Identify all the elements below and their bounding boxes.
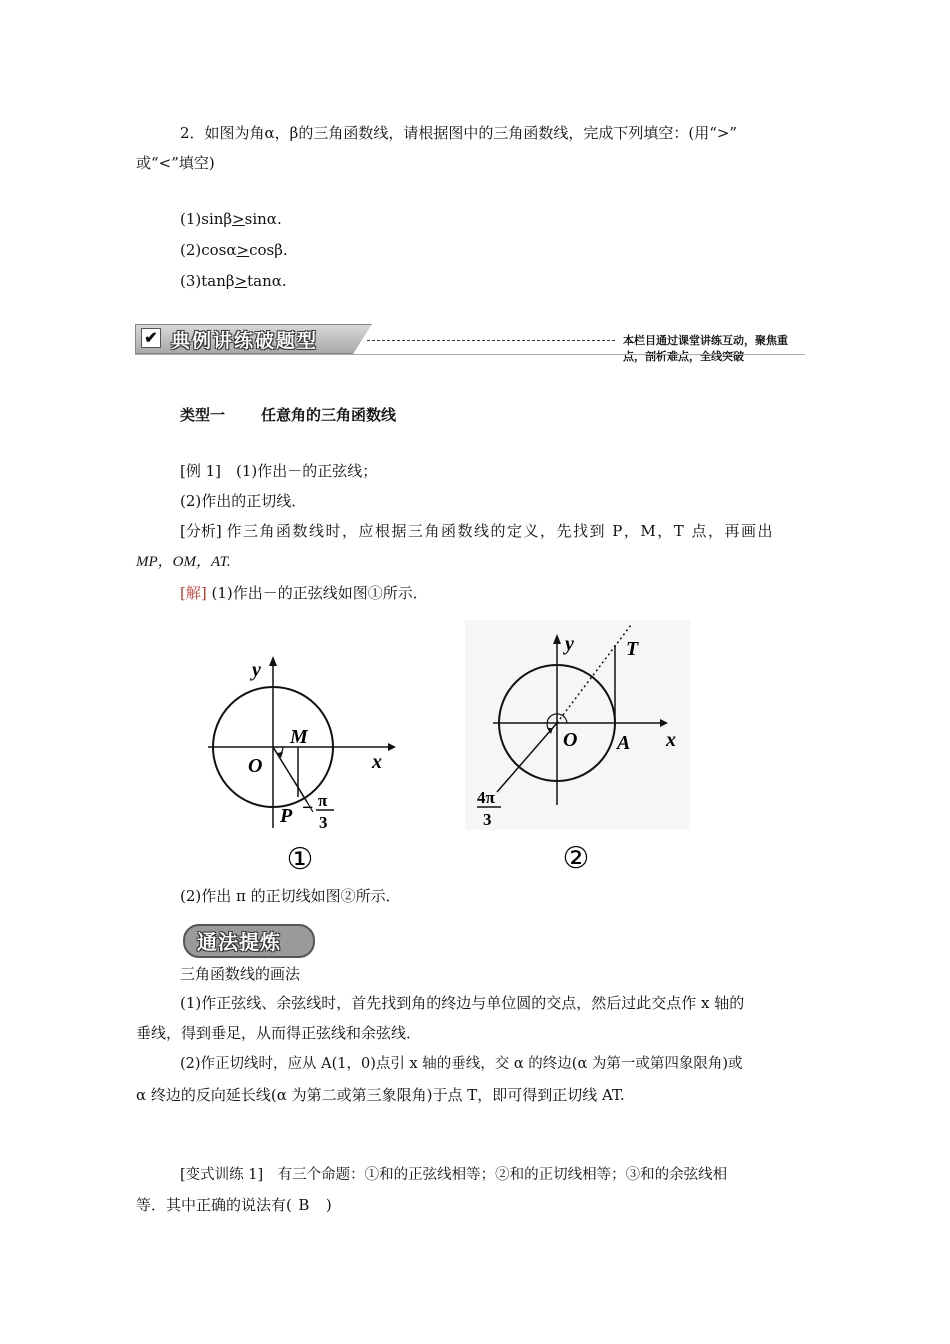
- q2-line2: 或“<”填空): [136, 154, 215, 172]
- variant-line2-prefix: 等．其中正确的说法有(: [136, 1196, 292, 1214]
- analysis-line1: [180, 520, 774, 542]
- fig2-caption: ②: [562, 842, 590, 875]
- variant-line1: [变式训练 1] 有三个命题：①和的正弦线相等；②和的正切线相等；③和的余弦线相: [180, 1167, 728, 1183]
- banner-title: 典例讲练破题型: [171, 330, 319, 352]
- analysis-text: 作三角函数线时，应根据三角函数线的定义，先找到 P，M，T 点，再画出: [226, 522, 774, 540]
- fig1-label-x: x: [372, 751, 382, 773]
- variant-line2-suffix: ): [325, 1196, 332, 1214]
- section-banner: [135, 324, 805, 363]
- fill3-suffix: tanα.: [247, 272, 287, 290]
- fig1-label-M: M: [290, 726, 308, 748]
- q2-fill-1: [180, 208, 282, 230]
- fill3-prefix: (3)tanβ: [180, 272, 235, 290]
- method-p2-line2: α 终边的反向延长线(α 为第二或第三象限角)于点 T，即可得到正切线 AT.: [136, 1086, 625, 1104]
- method-p1-line2: 垂线，得到垂足，从而得正弦线和余弦线．: [136, 1024, 422, 1042]
- method-heading: 三角函数线的画法: [180, 965, 301, 983]
- method-p1-line1: (1)作正弦线、余弦线时，首先找到角的终边与单位圆的交点，然后过此交点作 x 轴的: [180, 994, 745, 1012]
- analysis-label: [分析]: [180, 522, 222, 540]
- fig2-label-4pi: 4π: [477, 788, 495, 807]
- solution-text: (1)作出－的正弦线如图①所示．: [211, 584, 428, 602]
- fig1-label-pi: π: [318, 791, 328, 810]
- type-title: 任意角的三角函数线: [261, 406, 397, 424]
- fig1-label-3: 3: [319, 813, 328, 832]
- method-tag: [183, 924, 313, 956]
- example-line1: [例 1] (1)作出－的正弦线；: [180, 462, 378, 480]
- fig1-label-minus: −: [302, 797, 314, 819]
- fig1-x-arrow-icon: [388, 743, 396, 751]
- fig2-label-y: y: [565, 633, 574, 655]
- checkmark-icon: ✔: [141, 328, 161, 348]
- banner-dashes: [367, 340, 615, 341]
- fill2-suffix: cosβ.: [249, 241, 288, 259]
- variant-line2: [136, 1194, 332, 1216]
- fig1-y-arrow-icon: [269, 656, 277, 666]
- variant-answer: B: [298, 1196, 310, 1214]
- q2-fill-2: [180, 239, 288, 261]
- fill2-prefix: (2)cosα: [180, 241, 237, 259]
- fig2-label-A: A: [617, 732, 631, 754]
- fig1-label-P: P: [280, 805, 293, 827]
- fill1-answer: >: [232, 210, 245, 228]
- fig1-label-y: y: [252, 659, 261, 681]
- q2-fill-3: [180, 270, 287, 292]
- fig2-label-O: O: [563, 729, 578, 751]
- banner-rule: [135, 354, 805, 355]
- method-p2-line1: (2)作正切线时，应从 A(1，0)点引 x 轴的垂线，交 α 的终边(α 为第一或第四象限角)或: [180, 1056, 743, 1072]
- q2-line1: 2．如图为角α，β的三角函数线，请根据图中的三角函数线，完成下列填空：(用“>”: [180, 124, 738, 142]
- example-line2: (2)作出的正切线．: [180, 492, 307, 510]
- type-label: 类型一: [180, 406, 226, 424]
- solution-line2: (2)作出 π 的正切线如图②所示．: [180, 887, 401, 905]
- analysis-line2: MP，OM，AT.: [136, 554, 231, 570]
- banner-description: 本栏目通过课堂讲练互动，聚焦重点，剖析难点，全线突破: [623, 334, 788, 363]
- type-heading: [180, 404, 396, 426]
- fill2-answer: >: [236, 241, 250, 259]
- fill3-answer: >: [234, 272, 248, 290]
- fig2-label-T: T: [626, 638, 639, 660]
- solution-label: [解]: [180, 584, 207, 602]
- figure-1: [200, 650, 400, 880]
- fill1-prefix: (1)sinβ: [180, 210, 233, 228]
- fig2-label-x: x: [666, 729, 676, 751]
- fig1-label-O: O: [248, 755, 263, 777]
- fill1-suffix: sinα.: [244, 210, 282, 228]
- figure-2: [465, 620, 695, 880]
- fig2-label-3: 3: [483, 810, 492, 829]
- fig1-caption: ①: [286, 843, 314, 876]
- method-tag-text: 通法提炼: [197, 930, 281, 954]
- solution-line1: [180, 582, 428, 604]
